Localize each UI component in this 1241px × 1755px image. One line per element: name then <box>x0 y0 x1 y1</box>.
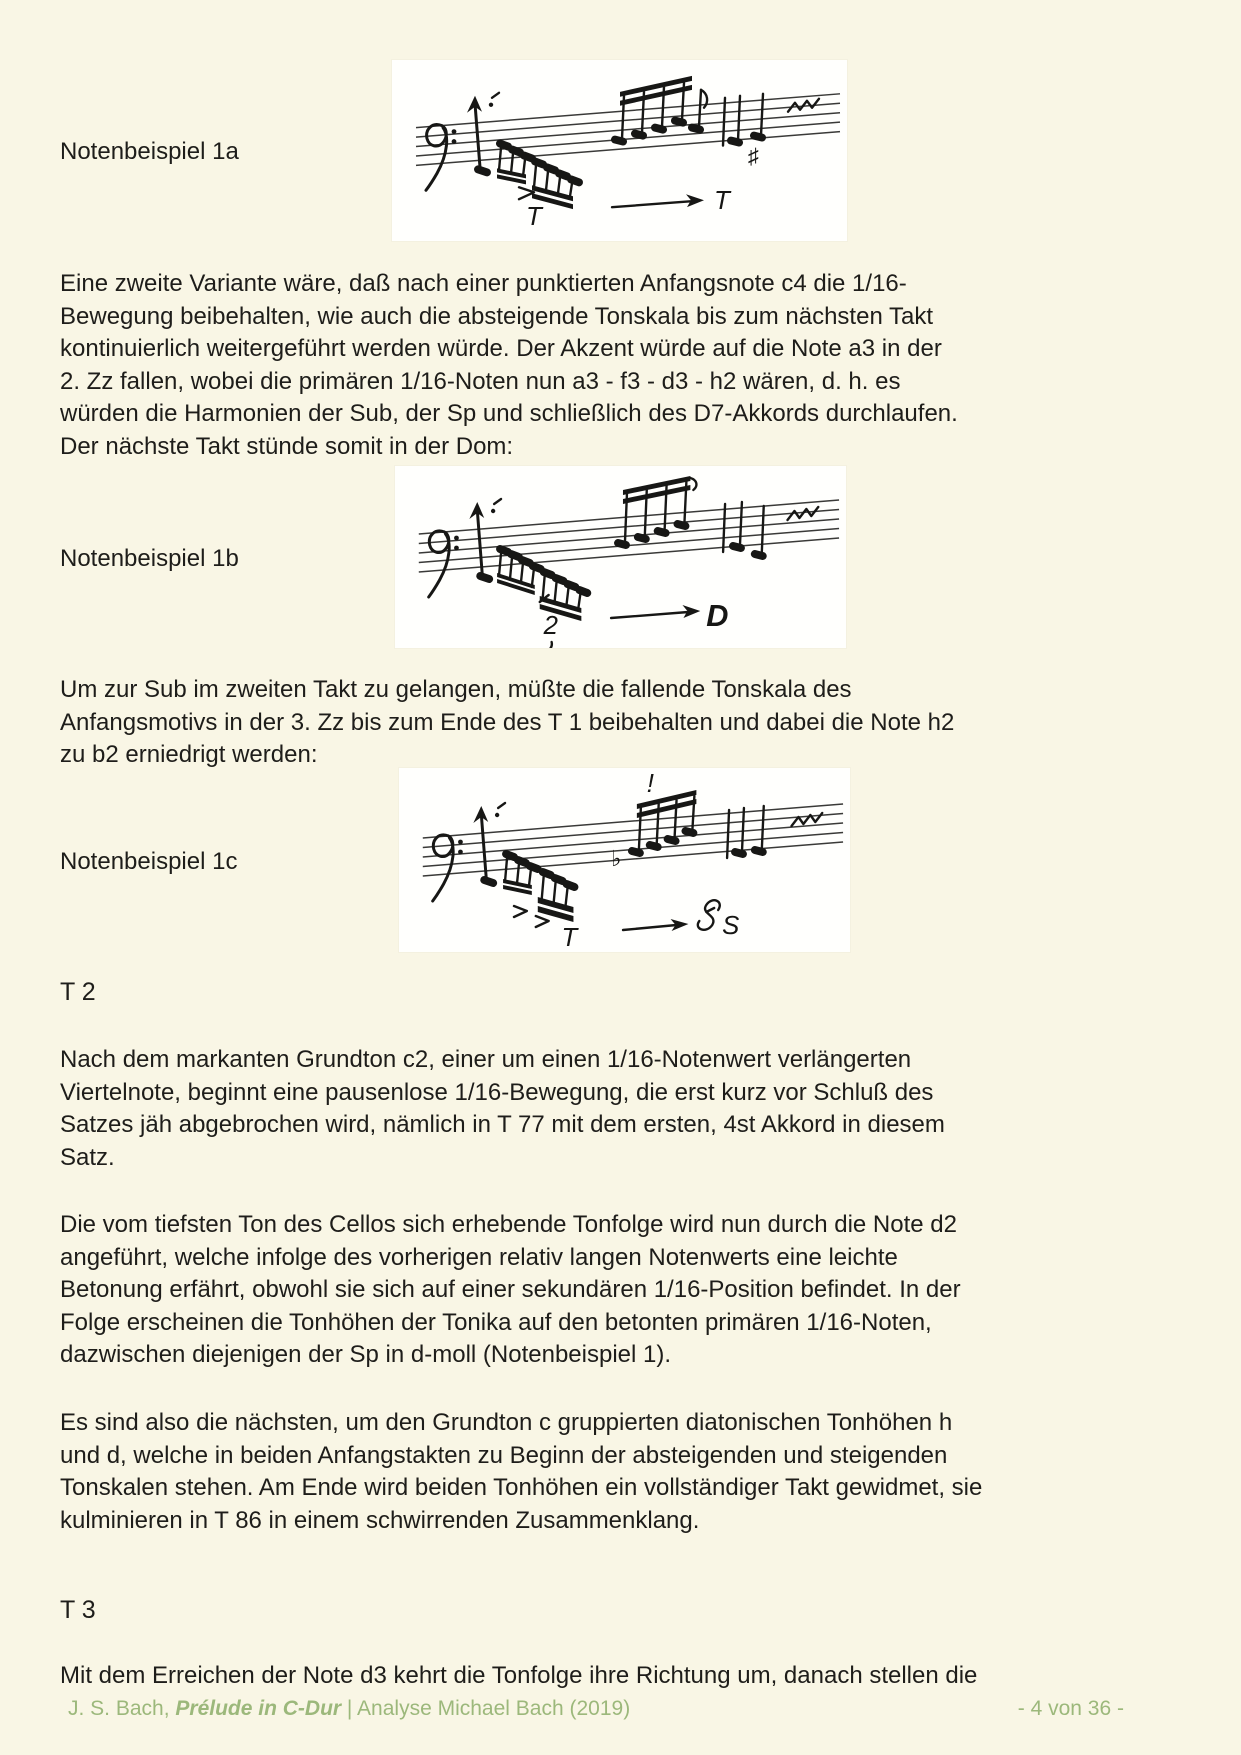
mordent-icon <box>788 99 819 112</box>
mordent-icon <box>788 507 819 520</box>
music-example-1b <box>395 466 846 648</box>
text-line: 2. Zz fallen, wobei die primären 1/16-Noten nun a3 - f3 - d3 - h2 wären, d. h. es <box>60 367 901 395</box>
text-line: Um zur Sub im zweiten Takt zu gelangen, müßte die fallende Tonskala des <box>60 676 852 703</box>
text-line: Es sind also die nächsten, um den Grundton c gruppierten diatonischen Tonhöhen h <box>60 1409 953 1436</box>
annotation-letter-right: S <box>722 911 740 941</box>
text-line: angeführt, welche infolge des vorherigen relativ langen Notenwerts eine leichte <box>60 1243 898 1271</box>
accent-icon <box>536 916 549 927</box>
text-line: Bewegung beibehalten, wie auch die absteigende Tonskala bis zum nächsten Takt <box>60 302 934 330</box>
annotation-letter-right: D <box>706 597 729 634</box>
footer-work-title: Prélude in C-Dur <box>175 1697 342 1720</box>
text-line: Viertelnote, beginnt eine pausenlose 1/16-Bewegung, die erst kurz vor Schluß des <box>60 1078 934 1106</box>
harmony-annotations <box>514 900 739 952</box>
descending-run-lower <box>532 161 579 209</box>
text-line: Betonung erfährt, obwohl sie sich auf einer sekundären 1/16-Position befindet. In der <box>60 1276 961 1303</box>
barline <box>723 504 725 552</box>
text-line: Anfangsmotivs in der 3. Zz bis zum Ende des T 1 beibehalten und dabei die Note h2 <box>60 708 955 736</box>
music-example-1c <box>399 768 850 952</box>
accent-icon <box>519 187 534 199</box>
paragraph-1 <box>60 268 958 463</box>
paragraph-2 <box>60 674 954 772</box>
text-line: kontinuierlich weitergeführt werden würde. Der Akzent würde auf die Note a3 in der <box>60 335 942 362</box>
music-staff-1c <box>399 768 850 952</box>
annotation-letter-left: 2 <box>543 611 559 641</box>
descending-run-lower <box>538 872 575 922</box>
quarter-notes <box>733 502 764 556</box>
paragraph-5 <box>60 1407 982 1537</box>
text-line: Eine zweite Variante wäre, daß nach einer punktierten Anfangsnote c4 die 1/16- <box>60 270 907 297</box>
arrow-icon <box>612 201 692 207</box>
comma-mark <box>548 642 552 648</box>
music-staff-1b <box>395 466 846 648</box>
section-heading-t3: T 3 <box>60 1596 96 1624</box>
figure-label-1c: Notenbeispiel 1c <box>60 848 238 875</box>
figure-label-1b: Notenbeispiel 1b <box>60 545 239 572</box>
annotation-letter-left: T <box>526 203 542 232</box>
sharp-icon: ♯ <box>748 143 759 169</box>
text-line: Der nächste Takt stünde somit in der Dom: <box>60 432 514 460</box>
annotation-letter-right: T <box>714 187 730 216</box>
footer-page-number: - 4 von 36 - <box>1017 1697 1124 1720</box>
barline <box>723 98 725 146</box>
arrow-icon <box>623 925 677 930</box>
text-line: kulminieren in T 86 in einem schwirrenden Zusammenklang. <box>60 1506 700 1534</box>
accent-icon <box>514 906 527 917</box>
text-line: und d, welche in beiden Anfangstakten zu Beginn der absteigenden und steigenden <box>60 1441 948 1469</box>
paragraph-6 <box>60 1660 977 1693</box>
annotation-letter-left: T <box>561 923 578 952</box>
footer-analysis: | Analyse Michael Bach (2019) <box>341 1697 631 1720</box>
ascending-run <box>618 476 696 545</box>
exclamation-mark: ! <box>646 769 654 799</box>
flat-icon: ♭ <box>611 845 622 872</box>
harmony-annotations <box>540 595 729 648</box>
text-line: dazwischen diejenigen der Sp in d-moll (Notenbeispiel 1). <box>60 1341 672 1368</box>
annotation-letter-right-wrap <box>698 900 740 940</box>
text-line: würden die Harmonien der Sub, der Sp und schließlich des D7-Akkords durchlaufen. <box>60 400 958 427</box>
figure-label-1a: Notenbeispiel 1a <box>60 138 239 165</box>
footer-author: J. S. Bach, <box>68 1697 176 1720</box>
music-example-1a <box>392 60 847 241</box>
text-line: Folge erscheinen die Tonhöhen der Tonika auf den betonten primären 1/16-Noten, <box>60 1308 932 1336</box>
text-line: Tonskalen stehen. Am Ende wird beiden Tonhöhen ein vollständiger Takt gewidmet, sie <box>60 1474 983 1501</box>
text-line: zu b2 erniedrigt werden: <box>60 741 318 768</box>
footer-citation <box>68 1697 630 1721</box>
arrow-icon <box>611 612 688 618</box>
section-heading-t2: T 2 <box>60 978 96 1006</box>
ascending-run <box>632 790 696 853</box>
text-line: Satz. <box>60 1143 115 1171</box>
text-line: Satzes jäh abgebrochen wird, nämlich in T 77 mit dem ersten, 4st Akkord in diesem <box>60 1111 945 1138</box>
text-line: Nach dem markanten Grundton c2, einer um einen 1/16-Notenwert verlängerten <box>60 1046 912 1073</box>
paragraph-3 <box>60 1044 945 1174</box>
paragraph-4 <box>60 1209 961 1372</box>
text-line: Mit dem Erreichen der Note d3 kehrt die Tonfolge ihre Richtung um, danach stellen die <box>60 1662 978 1689</box>
music-staff-1a <box>392 60 847 241</box>
text-line: Die vom tiefsten Ton des Cellos sich erhebende Tonfolge wird nun durch die Note d2 <box>60 1211 957 1238</box>
